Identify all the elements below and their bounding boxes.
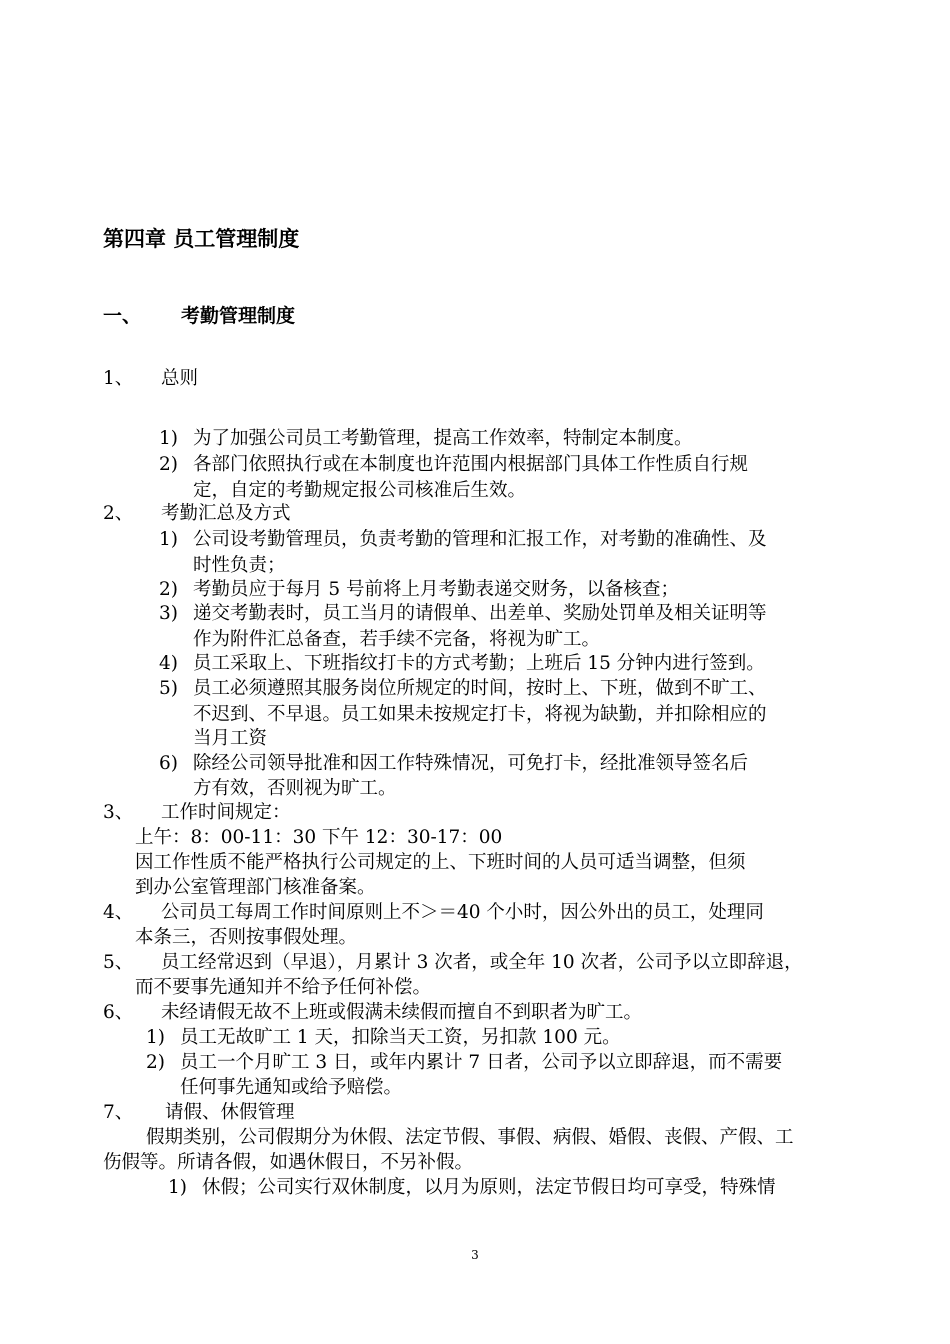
heading-1: [103, 366, 198, 392]
list-item: [159, 527, 767, 553]
list-number: 4): [159, 653, 178, 674]
list-number: 5): [159, 678, 178, 699]
list-item-continuation: 时性负责；: [193, 555, 286, 576]
section-heading: [103, 302, 295, 330]
paragraph-line: 因工作性质不能严格执行公司规定的上、下班时间的人员可适当调整，但须: [135, 852, 746, 873]
list-item: [146, 1050, 782, 1076]
list-item: [146, 1025, 621, 1051]
list-text: 员工必须遵照其服务岗位所规定的时间，按时上、下班，做到不旷工、: [193, 678, 767, 699]
heading-4: [103, 900, 764, 926]
heading-text: 总则: [161, 368, 199, 389]
paragraph-line: 到办公室管理部门核准备案。: [135, 877, 376, 898]
list-number: 6): [159, 753, 178, 774]
list-item: [159, 651, 765, 677]
heading-number: 6、: [103, 1002, 134, 1023]
list-item-continuation: 作为附件汇总备查，若手续不完备，将视为旷工。: [193, 629, 601, 650]
heading-number: 1、: [103, 368, 134, 389]
list-item-continuation: 任何事先通知或给予赔偿。: [180, 1077, 403, 1098]
heading-text: 员工经常迟到（早退），月累计 3 次者，或全年 10 次者，公司予以立即辞退，: [161, 952, 803, 973]
heading-number: 7、: [103, 1102, 134, 1123]
section-number: 一、: [103, 305, 142, 327]
heading-text: 请假、休假管理: [165, 1102, 295, 1123]
list-number: 1): [159, 428, 178, 449]
list-item: [159, 601, 767, 627]
list-number: 1): [168, 1177, 187, 1198]
page-number: 3: [471, 1248, 479, 1262]
heading-text: 考勤汇总及方式: [161, 503, 291, 524]
list-text: 公司设考勤管理员，负责考勤的管理和汇报工作，对考勤的准确性、及: [193, 529, 767, 550]
heading-number: 2、: [103, 503, 134, 524]
heading-continuation: 本条三，否则按事假处理。: [135, 927, 358, 948]
list-text: 各部门依照执行或在本制度也许范围内根据部门具体工作性质自行规: [193, 454, 749, 475]
heading-text: 公司员工每周工作时间原则上不＞＝40 个小时，因公外出的员工，处理同: [161, 902, 764, 923]
chapter-title: 第四章 员工管理制度: [103, 227, 300, 251]
list-item-continuation: 定，自定的考勤规定报公司核准后生效。: [193, 480, 527, 501]
list-number: 2): [159, 454, 178, 475]
heading-number: 5、: [103, 952, 134, 973]
list-item: [159, 676, 767, 702]
list-item-continuation: 方有效，否则视为旷工。: [193, 778, 397, 799]
heading-7: [103, 1100, 295, 1126]
heading-3: [103, 800, 291, 826]
list-number: 2): [146, 1052, 165, 1073]
heading-number: 4、: [103, 902, 134, 923]
list-item-continuation: 不迟到、不早退。员工如果未按规定打卡，将视为缺勤，并扣除相应的: [193, 704, 767, 725]
list-item: [168, 1175, 776, 1201]
list-text: 员工无故旷工 1 天，扣除当天工资，另扣款 100 元。: [180, 1027, 621, 1048]
list-text: 除经公司领导批准和因工作特殊情况，可免打卡，经批准领导签名后: [193, 753, 749, 774]
paragraph-line: 假期类别，公司假期分为休假、法定节假、事假、病假、婚假、丧假、产假、工: [146, 1127, 794, 1148]
heading-text: 未经请假无故不上班或假满未续假而擅自不到职者为旷工。: [161, 1002, 643, 1023]
list-text: 为了加强公司员工考勤管理，提高工作效率，特制定本制度。: [193, 428, 693, 449]
heading-2: [103, 501, 291, 527]
list-text: 考勤员应于每月 5 号前将上月考勤表递交财务，以备核查；: [193, 579, 680, 600]
heading-continuation: 而不要事先通知并不给予任何补偿。: [135, 977, 432, 998]
list-item: [159, 751, 748, 777]
paragraph-line: 上午：8：00-11：30 下午 12：30-17：00: [135, 827, 503, 848]
list-number: 1): [159, 529, 178, 550]
list-text: 递交考勤表时，员工当月的请假单、出差单、奖励处罚单及相关证明等: [193, 603, 767, 624]
heading-number: 3、: [103, 802, 134, 823]
list-text: 休假；公司实行双休制度，以月为原则，法定节假日均可享受，特殊情: [202, 1177, 776, 1198]
list-item: [159, 577, 679, 603]
list-number: 1): [146, 1027, 165, 1048]
heading-5: [103, 950, 803, 976]
list-item: [159, 452, 748, 478]
heading-6: [103, 1000, 642, 1026]
heading-text: 工作时间规定：: [161, 802, 291, 823]
paragraph-line: 伤假等。所请各假，如遇休假日，不另补假。: [103, 1152, 474, 1173]
list-item: [159, 426, 693, 452]
section-title: 考勤管理制度: [181, 305, 296, 327]
list-number: 2): [159, 579, 178, 600]
list-text: 员工一个月旷工 3 日，或年内累计 7 日者，公司予以立即辞退，而不需要: [180, 1052, 783, 1073]
list-text: 员工采取上、下班指纹打卡的方式考勤；上班后 15 分钟内进行签到。: [193, 653, 765, 674]
list-number: 3): [159, 603, 178, 624]
list-item-continuation: 当月工资: [193, 728, 268, 749]
